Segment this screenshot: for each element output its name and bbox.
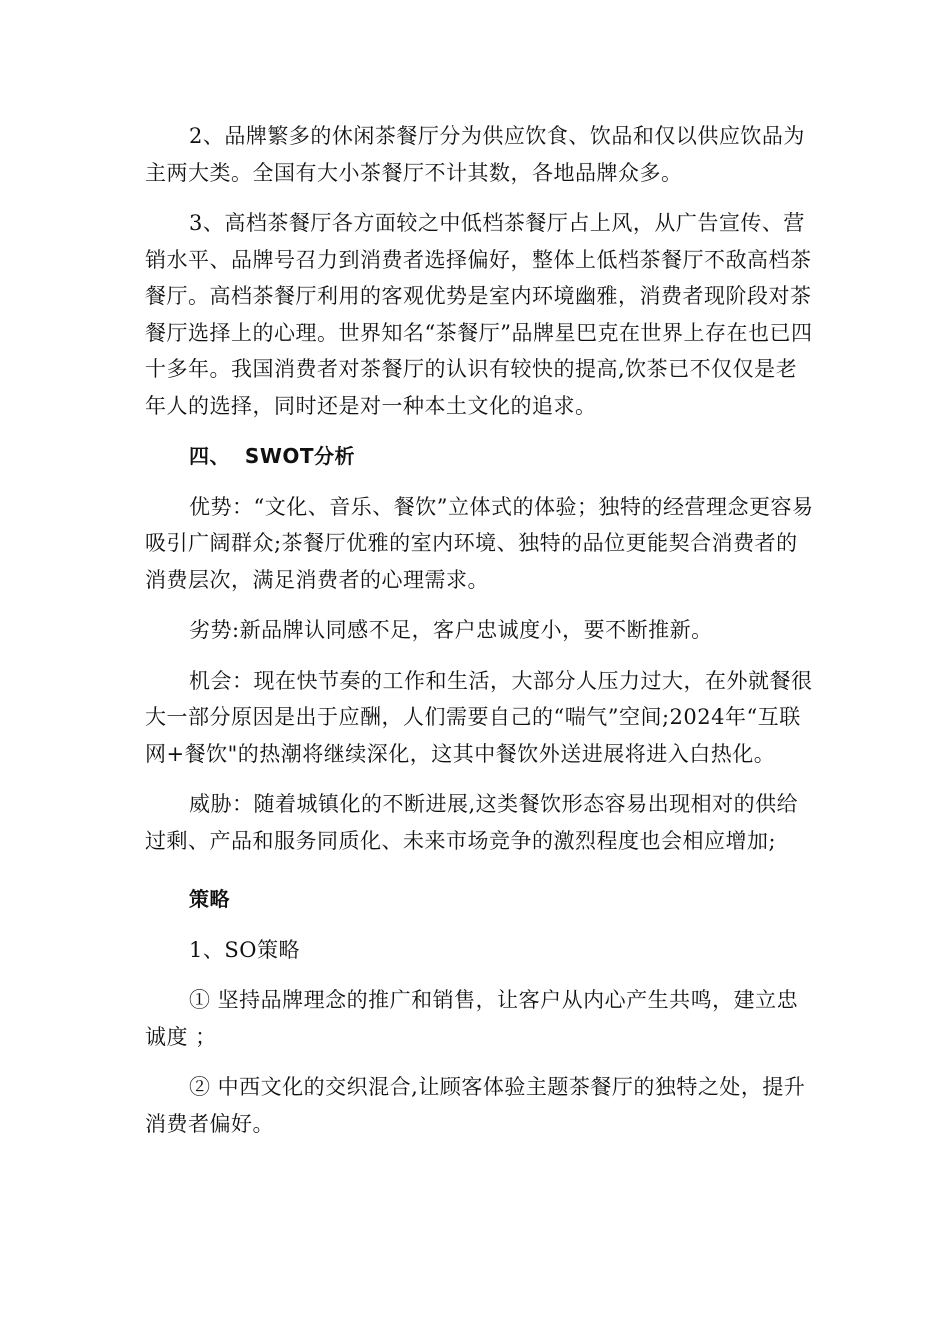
paragraph-threats: 威胁：随着城镇化的不断进展,这类餐饮形态容易出现相对的供给过剩、产品和服务同质化、未来市场竞争的激烈程度也会相应增加; <box>145 792 799 853</box>
paragraph-weaknesses: 劣势:新品牌认同感不足，客户忠诚度小，要不断推新。 <box>189 618 713 642</box>
paragraph-strategy-item-1: ① 坚持品牌理念的推广和销售，让客户从内心产生共鸣，建立忠诚度 ； <box>145 988 799 1049</box>
paragraph-brand-variety: 2、品牌繁多的休闲茶餐厅分为供应饮食、饮品和仅以供应饮品为主两大类。全国有大小茶餐厅不计其数，各地品牌众多。 <box>145 124 805 185</box>
heading-strategy: 策略 <box>189 887 230 911</box>
paragraph-so-strategy: 1、SO策略 <box>189 937 300 962</box>
paragraph-opportunities: 机会：现在快节奏的工作和生活，大部分人压力过大，在外就餐很大一部分原因是出于应酬，人们需要自己的“喘气”空间;2024年“互联网+餐饮"的热潮将继续深化，这其中餐饮外送进展将进入白热化。 <box>145 668 813 766</box>
document-page <box>145 118 815 1142</box>
paragraph-strengths: 优势：“文化、音乐、餐饮”立体式的体验；独特的经营理念更容易吸引广阔群众;茶餐厅优雅的室内环境、独特的品位更能契合消费者的消费层次，满足消费者的心理需求。 <box>145 494 814 592</box>
heading-swot-analysis: 四、 SWOT分析 <box>189 444 356 468</box>
paragraph-high-end-advantage: 3、高档茶餐厅各方面较之中低档茶餐厅占上风，从广告宣传、营销水平、品牌号召力到消费者选择偏好，整体上低档茶餐厅不敌高档茶餐厅。高档茶餐厅利用的客观优势是室内环境幽雅，消费者现阶段对茶餐厅选择上的心理。世界知名“茶餐厅”品牌星巴克在世界上存在也已四十多年。我国消费者对茶餐厅的认识有较快的提高,饮茶已不仅仅是老年人的选择，同时还是对一种本土文化的追求。 <box>145 211 813 418</box>
paragraph-strategy-item-2: ② 中西文化的交织混合,让顾客体验主题茶餐厅的独特之处，提升消费者偏好。 <box>145 1075 806 1136</box>
